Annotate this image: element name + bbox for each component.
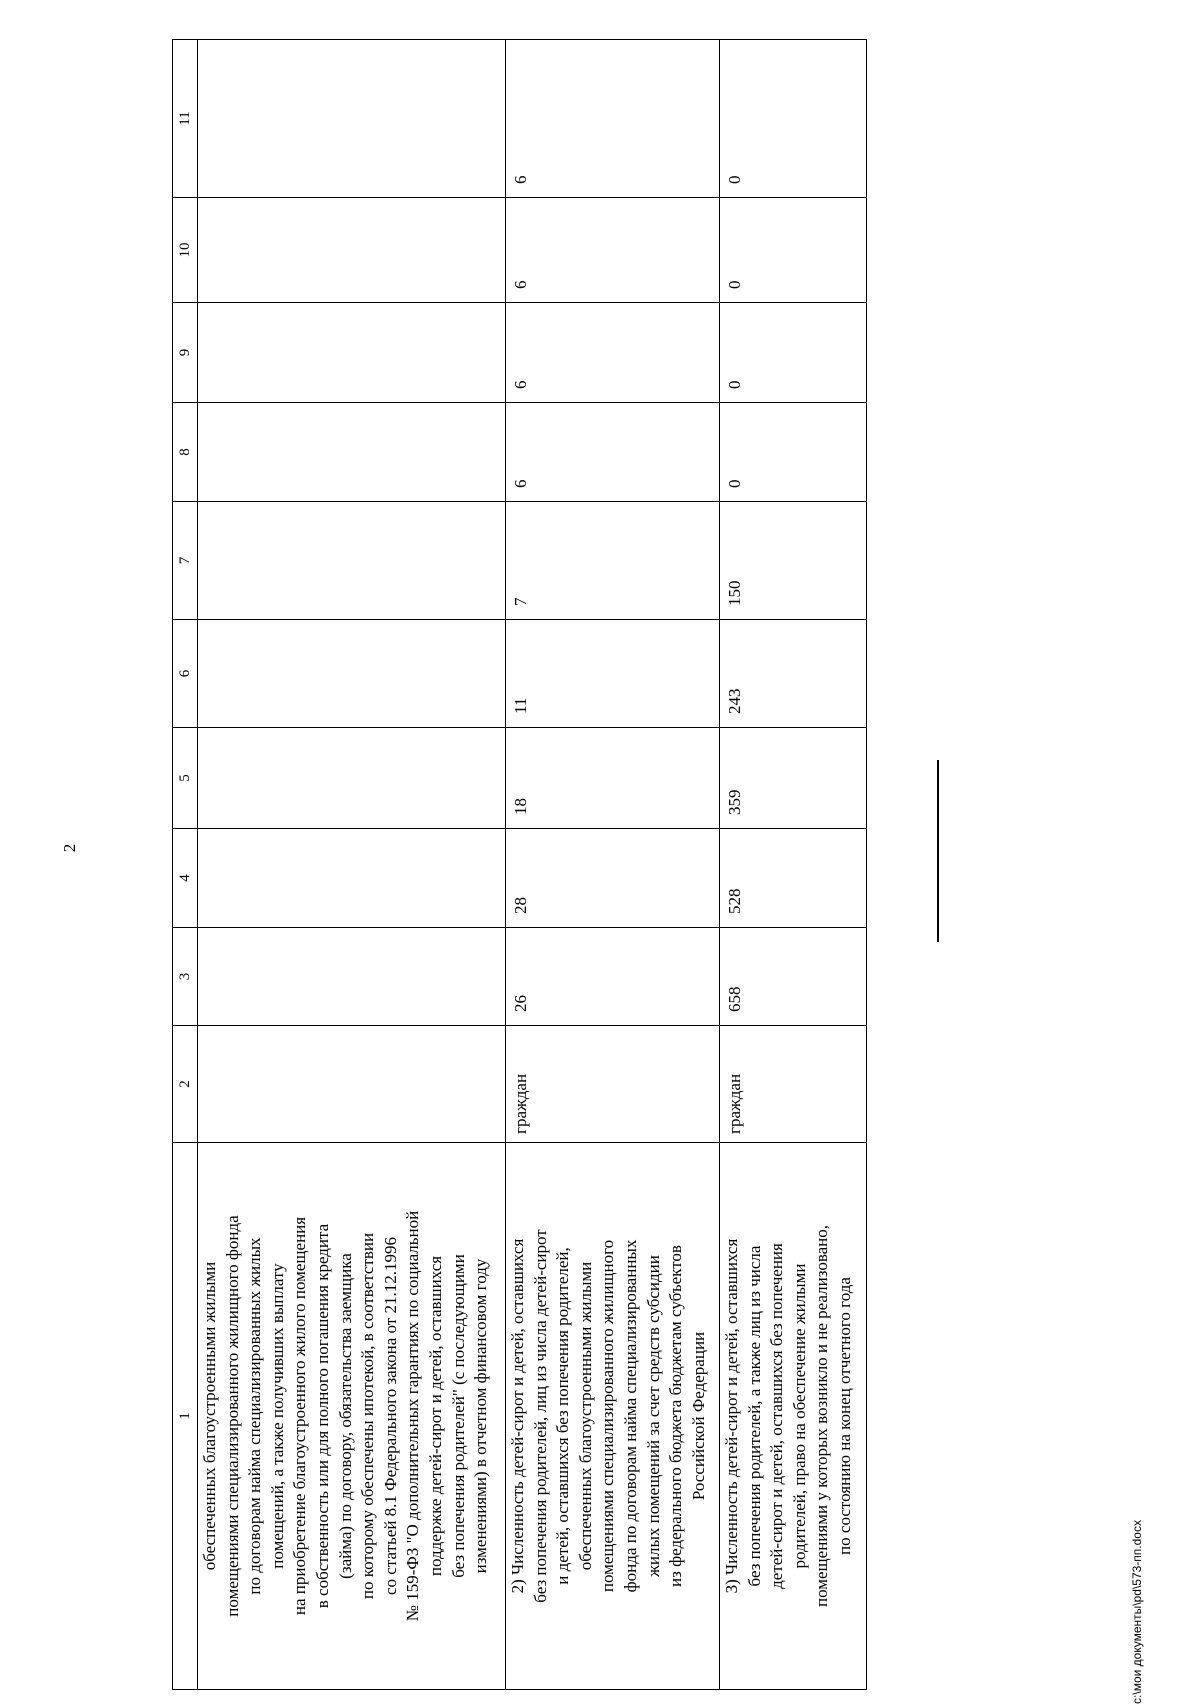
description-line: 2) Численность детей-сирот и детей, оставшихся — [508, 1238, 527, 1594]
column-header: 4 — [173, 829, 198, 928]
value-cell: 11 — [506, 620, 720, 728]
value-cell: 6 — [506, 40, 720, 198]
value-cell — [198, 728, 506, 829]
value-cell — [198, 198, 506, 303]
description-line: в собственность или для полного погашения кредита — [312, 1223, 332, 1609]
column-header: 5 — [173, 728, 198, 829]
column-header: 11 — [173, 40, 198, 198]
description-line: без попечения родителей, а также лиц из числа — [744, 1245, 764, 1587]
description-line: поддержке детей-сирот и детей, оставшихся — [425, 1255, 445, 1577]
table-row — [198, 40, 506, 1690]
value-cell: 6 — [506, 403, 720, 502]
description-line: (займа) по договору, обязательства заемщика — [335, 1253, 355, 1579]
description-line: по которому обеспечены ипотекой, в соответствии — [358, 1232, 378, 1600]
column-header: 3 — [173, 928, 198, 1026]
value-cell: 26 — [506, 928, 720, 1026]
description-line: детей-сирот и детей, оставшихся без попечения — [767, 1243, 787, 1589]
value-cell: 150 — [720, 502, 867, 620]
table-header-row — [173, 40, 198, 1690]
description-line: по договорам найма специализированных жилых — [245, 1237, 265, 1595]
description-line: помещений, а также получивших выплату — [267, 1263, 287, 1569]
value-cell: 658 — [720, 928, 867, 1026]
value-cell — [198, 502, 506, 620]
unit-cell: граждан — [506, 1026, 720, 1143]
description-line: изменениями) в отчетном финансовом году — [471, 1258, 491, 1574]
value-cell — [198, 829, 506, 928]
column-header: 7 — [173, 502, 198, 620]
column-header: 9 — [173, 303, 198, 403]
description-line: на приобретение благоустроенного жилого помещения — [290, 1216, 310, 1616]
value-cell: 0 — [720, 40, 867, 198]
file-path: c:\мои документы\pd\573-пп.docx — [1130, 1520, 1144, 1704]
description-line: помещениями специализированного жилищного фонда — [222, 1215, 242, 1617]
page-number: 2 — [60, 843, 79, 853]
value-cell: 6 — [506, 198, 720, 303]
description-line: обеспеченных благоустроенными жилыми — [200, 1261, 219, 1571]
description-line: без попечения родителей, лиц из числа детей-сирот — [530, 1229, 550, 1603]
value-cell: 0 — [720, 303, 867, 403]
description-line: № 159-ФЗ "О дополнительных гарантиях по социальной — [403, 1210, 423, 1622]
table-row — [506, 40, 720, 1690]
description-line: помещениями специализированного жилищного — [598, 1239, 618, 1593]
value-cell: 0 — [720, 198, 867, 303]
description-line: и детей, оставшихся без попечения родителей, — [553, 1247, 573, 1585]
value-cell: 359 — [720, 728, 867, 829]
description-line: родителей, право на обеспечение жилыми — [789, 1263, 809, 1569]
description-line: со статьей 8.1 Федерального закона от 21.12.1996 — [380, 1237, 400, 1595]
data-table — [172, 39, 867, 1690]
rotated-page-content — [172, 40, 853, 1690]
separator-line — [937, 760, 939, 942]
column-header: 1 — [173, 1143, 198, 1690]
description-line: из федерального бюджета бюджетам субъектов — [666, 1245, 686, 1587]
column-header: 6 — [173, 620, 198, 728]
unit-cell — [198, 1026, 506, 1143]
indicator-description — [198, 1143, 506, 1690]
table-row — [720, 40, 867, 1690]
column-header: 8 — [173, 403, 198, 502]
value-cell — [198, 40, 506, 198]
value-cell: 28 — [506, 829, 720, 928]
description-line: по состоянию на конец отчетного года — [834, 1277, 854, 1555]
unit-cell: граждан — [720, 1026, 867, 1143]
description-line: без попечения родителей" (с последующими — [448, 1254, 468, 1578]
value-cell — [198, 620, 506, 728]
description-line: 3) Численность детей-сирот и детей, оставшихся — [722, 1238, 741, 1594]
value-cell: 18 — [506, 728, 720, 829]
description-line: помещениями у которых возникло и не реализовано, — [812, 1224, 832, 1608]
description-line: Российской Федерации — [688, 1331, 708, 1501]
value-cell — [198, 403, 506, 502]
column-header: 10 — [173, 198, 198, 303]
value-cell: 528 — [720, 829, 867, 928]
indicator-description — [720, 1143, 867, 1690]
value-cell — [198, 303, 506, 403]
value-cell: 0 — [720, 403, 867, 502]
description-line: обеспеченных благоустроенными жилыми — [575, 1261, 595, 1571]
description-line: фонда по договорам найма специализированных — [620, 1239, 640, 1593]
description-line: жилых помещений за счет средств субсидии — [643, 1255, 663, 1577]
indicator-description — [506, 1143, 720, 1690]
value-cell: 7 — [506, 502, 720, 620]
column-header: 2 — [173, 1026, 198, 1143]
value-cell — [198, 928, 506, 1026]
value-cell: 243 — [720, 620, 867, 728]
value-cell: 6 — [506, 303, 720, 403]
